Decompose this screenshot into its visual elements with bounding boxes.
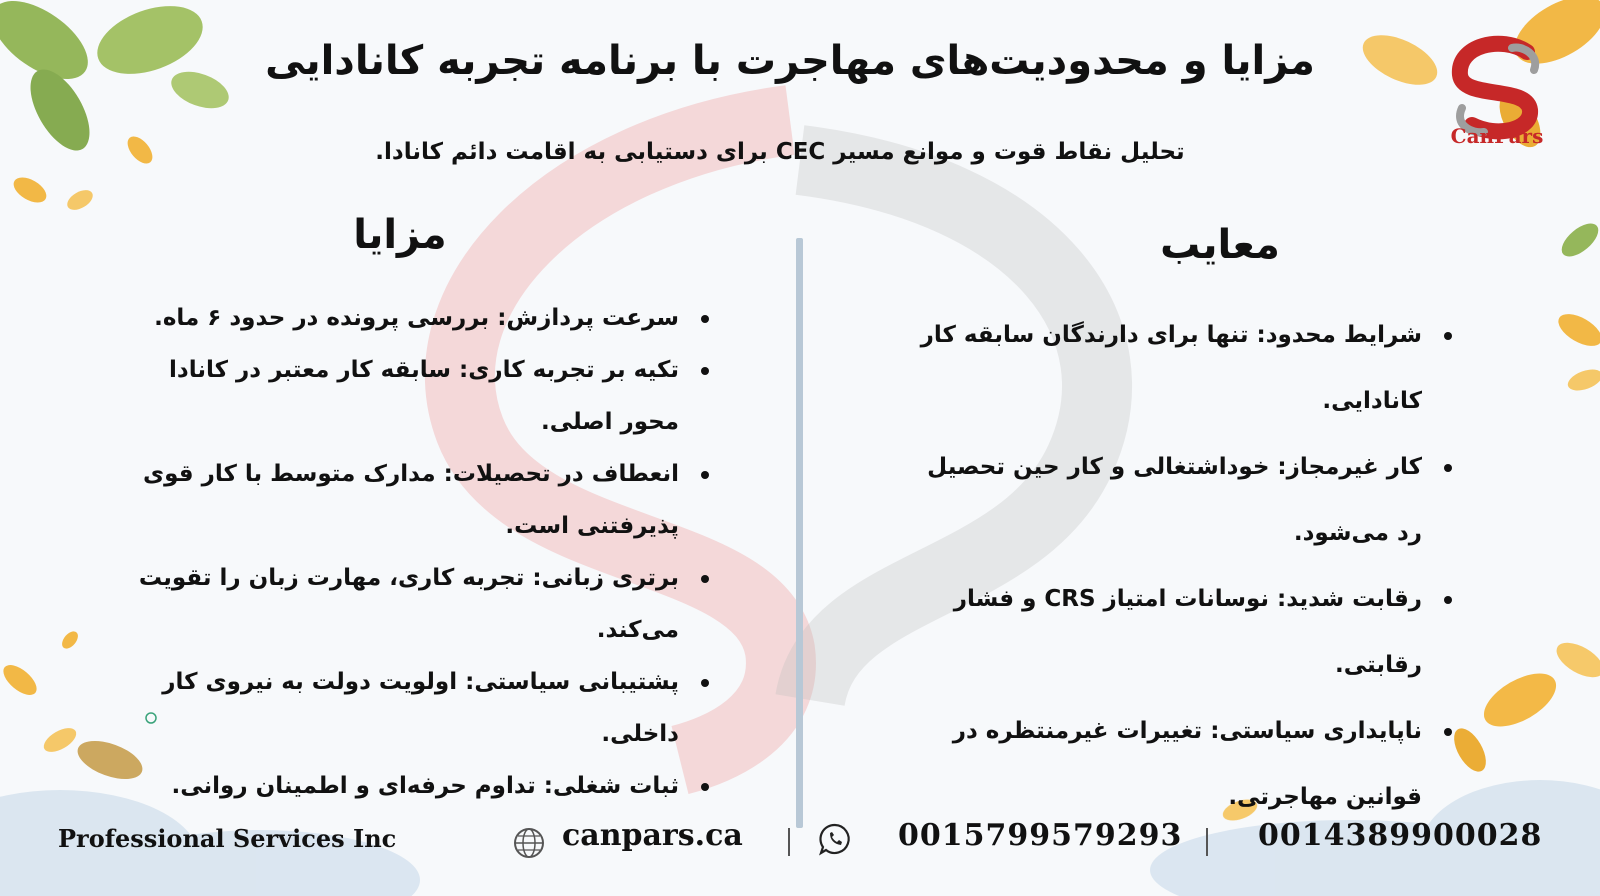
logo-text: CanPars <box>1450 124 1544 148</box>
list-item: انعطاف در تحصیلات: مدارک متوسط با کار قوی پذیرفتنی است. <box>105 448 715 552</box>
list-item: پشتیبانی سیاستی: اولویت دولت به نیروی کار داخلی. <box>105 656 715 760</box>
list-item: کار غیرمجاز: خوداشتغالی و کار حین تحصیل رد می‌شود. <box>918 434 1458 566</box>
whatsapp-phone[interactable]: 0015799579293 <box>898 818 1183 853</box>
globe-icon <box>512 826 546 860</box>
list-item: ثبات شغلی: تداوم حرفه‌ای و اطمینان روانی. <box>105 760 715 812</box>
list-item: سرعت پردازش: بررسی پرونده در حدود ۶ ماه. <box>105 292 715 344</box>
footer-separator <box>1206 828 1208 856</box>
list-item: تکیه بر تجربه کاری: سابقه کار معتبر در کانادا محور اصلی. <box>105 344 715 448</box>
footer-separator <box>788 828 790 856</box>
list-item: ناپایداری سیاستی: تغییرات غیرمنتظره در قوانین مهاجرتی. <box>918 698 1458 830</box>
phone-number[interactable]: 0014389900028 <box>1258 818 1543 853</box>
whatsapp-icon <box>818 822 852 856</box>
list-item: برتری زبانی: تجربه کاری، مهارت زبان را تقویت می‌کند. <box>105 552 715 656</box>
cons-heading: معایب <box>1160 222 1280 268</box>
column-divider <box>796 238 803 828</box>
list-item: رقابت شدید: نوسانات امتیاز CRS و فشار رقابتی. <box>918 566 1458 698</box>
cons-list <box>918 302 1458 830</box>
company-name: Professional Services Inc <box>58 824 397 853</box>
pros-list <box>105 292 715 812</box>
page-title: مزایا و محدودیت‌های مهاجرت با برنامه تجربه کانادایی <box>265 38 1315 84</box>
pros-heading: مزایا <box>353 212 447 258</box>
page-subtitle: تحلیل نقاط قوت و موانع مسیر CEC برای دستیابی به اقامت دائم کانادا. <box>375 139 1185 165</box>
list-item: شرایط محدود: تنها برای دارندگان سابقه کار کانادایی. <box>918 302 1458 434</box>
website-link[interactable]: canpars.ca <box>562 818 743 853</box>
